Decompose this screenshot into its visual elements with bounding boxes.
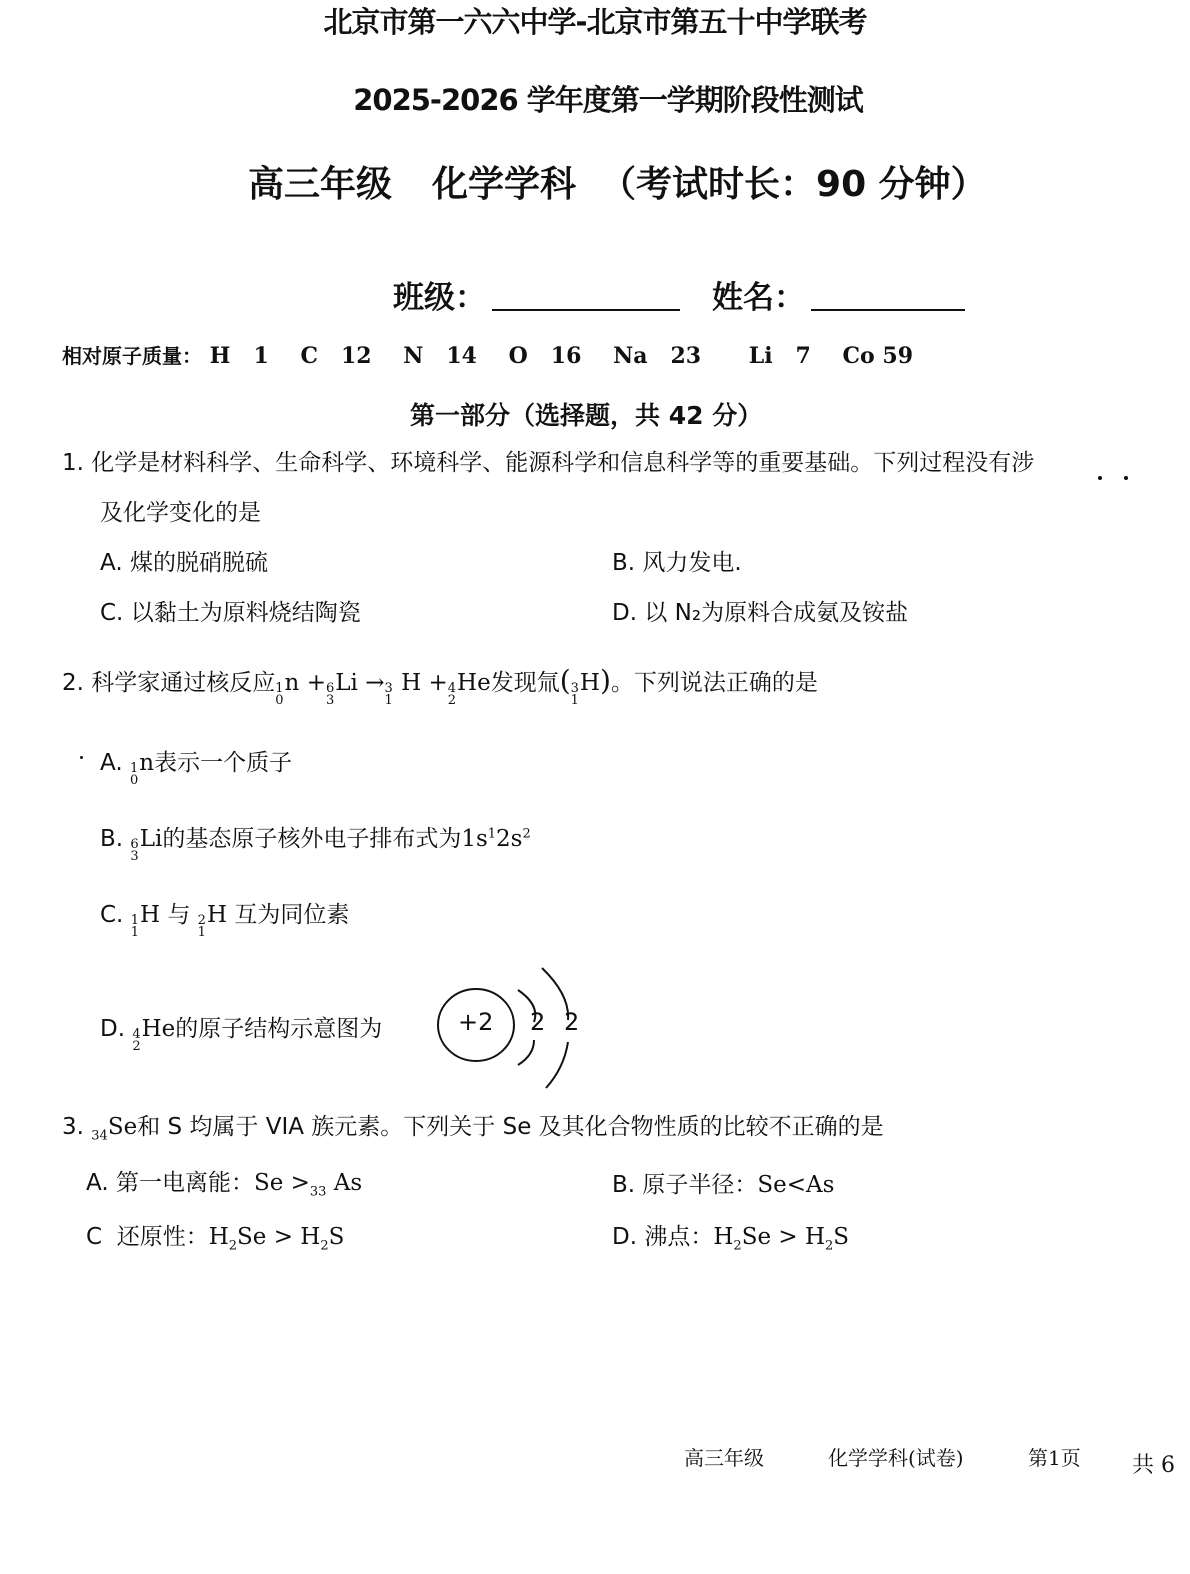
q3-option-b[interactable]: B. 原子半径：Se<As	[612, 1172, 835, 1198]
question-3-stem: 3. $_{34}$Se和 S 均属于 VIA 族元素。下列关于 Se 及其化合物性质的比较不正确的是	[62, 1114, 884, 1144]
mass-item: Li 7	[748, 343, 811, 369]
question-2-stem: 2. 科学家通过核反应 1 0 n + 6 3 Li → 3 1 H + 4 2 He发现氚( 3 1 H)。下列说法正确的是	[62, 664, 818, 708]
emphasis-dot	[1124, 476, 1128, 480]
mass-item: Co 59	[842, 343, 914, 369]
q2-option-c[interactable]: C. 1 1 H 与 2 1 H 互为同位素	[100, 902, 350, 940]
q1-option-d[interactable]: D. 以 N₂为原料合成氨及铵盐	[612, 600, 909, 626]
question-1-stem-cont: 及化学变化的是	[100, 500, 261, 526]
q2-option-d[interactable]: D. 4 2 He的原子结构示意图为	[100, 1016, 383, 1054]
exam-title	[248, 156, 987, 207]
question-number: 3.	[62, 1114, 84, 1140]
footer-page: 第1页	[1028, 1446, 1081, 1470]
section-title: 第一部分（选择题，共 42 分）	[410, 401, 763, 430]
emphasis-dot	[1098, 476, 1102, 480]
question-1-stem	[62, 444, 1034, 477]
school-line: 北京市第一六六中学-北京市第五十中学联考	[323, 5, 867, 39]
class-label: 班级：	[393, 280, 486, 316]
shell-2-electrons: 2	[564, 1008, 580, 1036]
name-field[interactable]	[811, 283, 965, 311]
mass-item: H 1	[209, 343, 269, 369]
student-info-row	[393, 272, 971, 317]
duration-label: （考试时长：90 分钟）	[600, 164, 987, 205]
q3-option-c[interactable]: C 还原性：$H_2Se > H_2S$	[86, 1224, 345, 1254]
q1-option-b[interactable]: B. 风力发电.	[612, 550, 742, 576]
atomic-structure-diagram	[430, 960, 600, 1090]
mass-item: N 14	[403, 343, 477, 369]
footer-subject: 化学学科(试卷)	[828, 1446, 964, 1470]
q1-option-a[interactable]: A. 煤的脱硝脱硫	[100, 550, 268, 576]
name-label: 姓名：	[712, 280, 805, 316]
footer-grade: 高三年级	[684, 1446, 764, 1470]
question-number: 1.	[62, 450, 84, 476]
footer-total: 共 6	[1132, 1453, 1175, 1478]
q2-option-a[interactable]: A. 1 0 n表示一个质子	[100, 750, 293, 788]
subject-label: 化学学科	[432, 164, 577, 205]
grade-label: 高三年级	[248, 164, 393, 205]
question-number: 2.	[62, 670, 84, 696]
atomic-masses	[62, 340, 937, 369]
stray-mark	[80, 756, 83, 759]
nucleus-charge: +2	[458, 1008, 494, 1036]
question-text: 化学是材料科学、生命科学、环境科学、能源科学和信息科学等的重要基础。下列过程没有涉	[91, 450, 1035, 476]
mass-item: C 12	[300, 343, 372, 369]
shell-1-electrons: 2	[530, 1008, 546, 1036]
q1-option-c[interactable]: C. 以黏土为原料烧结陶瓷	[100, 600, 361, 626]
term-line: 2025-2026 学年度第一学期阶段性测试	[353, 83, 863, 117]
class-field[interactable]	[492, 283, 680, 311]
q2-option-b[interactable]: B. 6 3 Li的基态原子核外电子排布式为$1s^12s^2$	[100, 826, 531, 864]
mass-item: O 16	[508, 343, 582, 369]
nuclear-reaction: 1 0 n + 6 3 Li → 3 1 H + 4 2 He	[275, 670, 491, 708]
atomic-masses-label: 相对原子质量：	[62, 344, 202, 368]
q3-option-a[interactable]: A. 第一电离能：$Se >_{33}$ As	[86, 1170, 363, 1200]
q3-option-d[interactable]: D. 沸点：$H_2Se > H_2S$	[612, 1224, 850, 1254]
mass-item: Na 23	[613, 343, 702, 369]
